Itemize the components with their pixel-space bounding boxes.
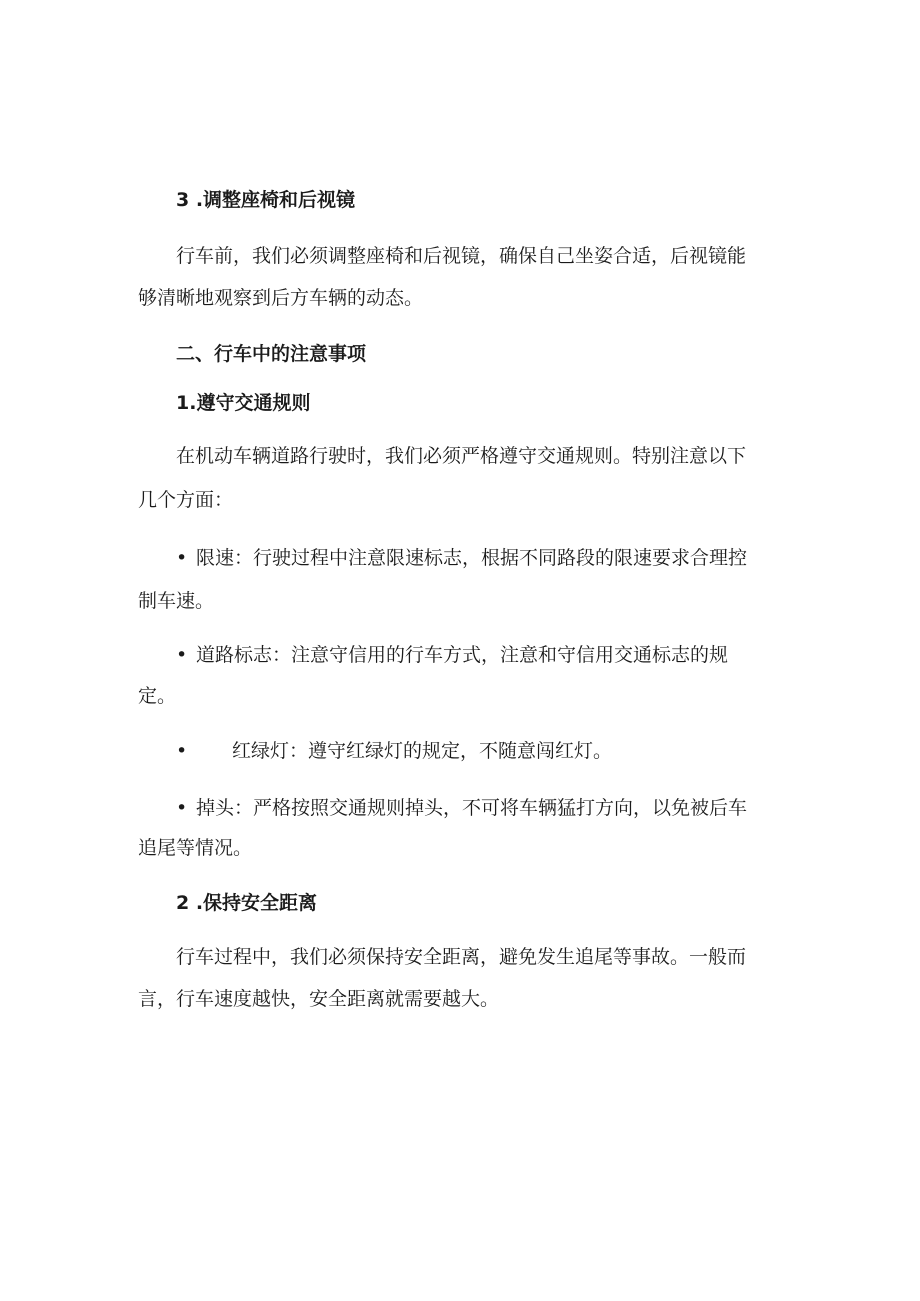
list-item-u-turn: [176, 789, 798, 828]
list-item-text: 限速：行驶过程中注意限速标志，根据不同路段的限速要求合理控: [196, 547, 748, 569]
list-item-continuation: 定。: [138, 685, 177, 707]
bullet-marker: •: [176, 797, 188, 819]
paragraph-line: 行车过程中，我们必须保持安全距离，避免发生追尾等事故。一般而: [176, 946, 747, 968]
list-item-continuation: 制车速。: [138, 590, 215, 612]
paragraph-line: 够清晰地观察到后方车辆的动态。: [138, 287, 424, 309]
paragraph-line: 言，行车速度越快，安全距离就需要越大。: [138, 988, 500, 1010]
paragraph-line: 几个方面：: [138, 489, 234, 511]
paragraph-line: 行车前，我们必须调整座椅和后视镜，确保自己坐姿合适，后视镜能: [176, 245, 747, 267]
list-item-text: 掉头：严格按照交通规则掉头，不可将车辆猛打方向，以免被后车: [196, 797, 748, 819]
list-item-continuation: 追尾等情况。: [138, 837, 253, 859]
section-heading-driving-precautions: 二、行车中的注意事项: [176, 343, 367, 365]
paragraph-line: 在机动车辆道路行驶时，我们必须严格遵守交通规则。特别注意以下: [176, 445, 747, 467]
list-item-text: 道路标志：注意守信用的行车方式，注意和守信用交通标志的规: [196, 644, 729, 666]
section-heading-safe-distance: 2 .保持安全距离: [176, 892, 318, 914]
section-heading-obey-traffic-rules: 1.遵守交通规则: [176, 392, 311, 414]
section-heading-adjust-seat-mirror: 3 .调整座椅和后视镜: [176, 189, 356, 211]
bullet-marker: •: [176, 644, 188, 666]
bullet-marker: •: [176, 547, 188, 569]
bullet-marker: •: [176, 740, 188, 762]
list-item-traffic-lights: [176, 732, 798, 771]
list-item-road-signs: [176, 636, 798, 675]
list-item-text: 红绿灯：遵守红绿灯的规定，不随意闯红灯。: [232, 740, 613, 762]
list-item-speed-limit: [176, 539, 798, 578]
